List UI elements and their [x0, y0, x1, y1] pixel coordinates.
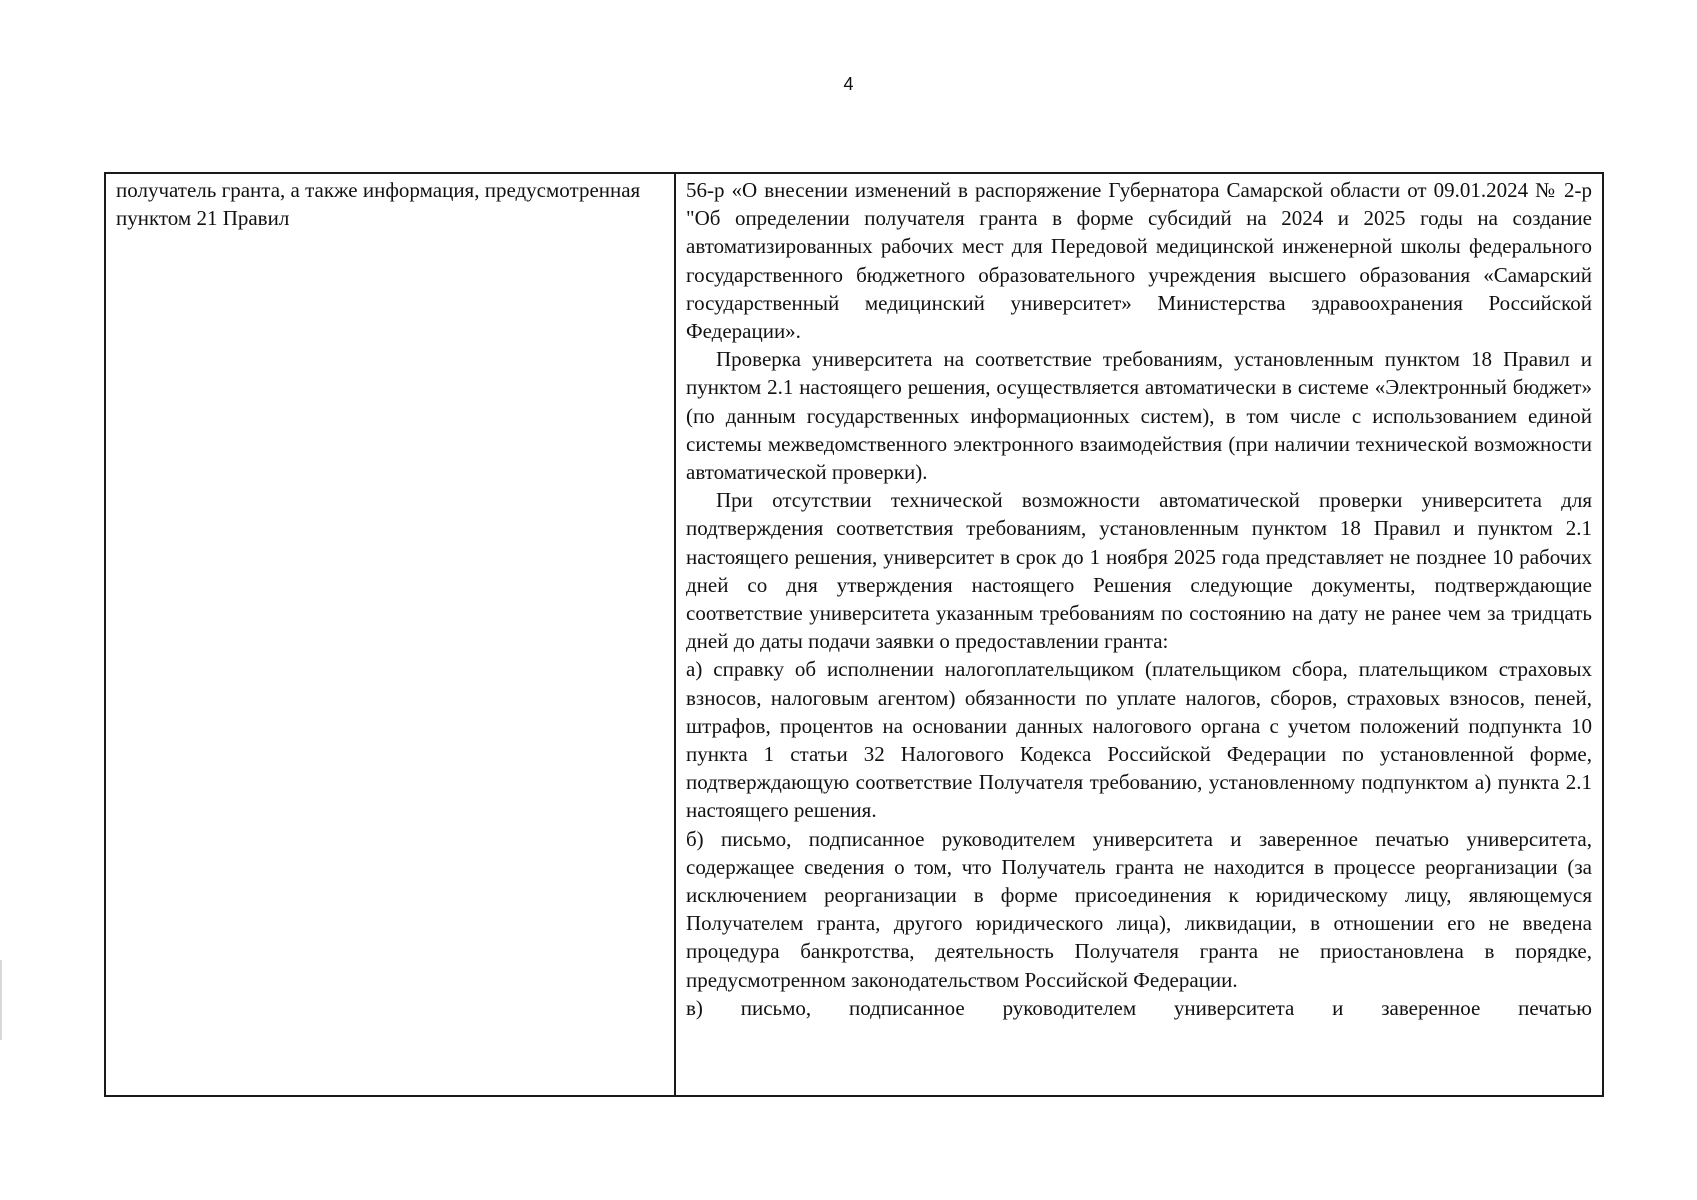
left-cell-text: получатель гранта, а также информация, предусмотренная пунктом 21 Правил [116, 178, 641, 230]
page-number: 4 [843, 74, 854, 94]
document-table [104, 172, 1604, 1097]
paragraph-item-v: в) письмо, подписанное руководителем университета и заверенное печатью [686, 995, 1592, 1020]
table-left-cell [106, 174, 676, 1095]
paragraph-decree-reference: 56-р «О внесении изменений в распоряжение Губернатора Самарской области от 09.01.2024 № 2-р "Об определении получателя гранта в форме субсидий на 2024 и 2025 годы на создание автоматизированных рабочих мест для Передовой медицинской инженерной школы федерального государственного бюджетного образовательного учреждения высшего образования «Самарский государственный медицинский университет» Министерства здравоохранения Российской Федерации». [686, 178, 1592, 344]
paragraph-item-b: б) письмо, подписанное руководителем университета и заверенное печатью университета, содержащее сведения о том, что Получатель гранта не находится в процессе реорганизации (за исключением реорганизации в форме присоединения к юридическому лицу, являющемуся Получателем гранта, другого юридического лица), ликвидации, в отношении его не введена процедура банкротства, деятельность Получателя гранта не приостановлена в порядке, предусмотренном законодательством Российской Федерации. [686, 826, 1592, 992]
paragraph-manual-check: При отсутствии технической возможности автоматической проверки университета для подтверждения соответствия требованиям, установленным пунктом 18 Правил и пунктом 2.1 настоящего решения, университет в срок до 1 ноября 2025 года представляет не позднее 10 рабочих дней со дня утверждения настоящего Решения следующие документы, подтверждающие соответствие университета указанным требованиям по состоянию на дату не ранее чем за тридцать дней до даты подачи заявки о предоставлении гранта: [686, 488, 1592, 654]
paragraph-item-a: а) справку об исполнении налогоплательщиком (плательщиком сбора, плательщиком страховых взносов, налоговым агентом) обязанности по уплате налогов, сборов, страховых взносов, пеней, штрафов, процентов на основании данных налогового органа с учетом положений подпункта 10 пункта 1 статьи 32 Налогового Кодекса Российской Федерации по установленной форме, подтверждающую соответствие Получателя требованию, установленному подпунктом а) пункта 2.1 настоящего решения. [686, 657, 1592, 823]
scan-edge-mark [0, 960, 2, 1040]
table-right-cell [676, 174, 1602, 1095]
paragraph-automatic-check: Проверка университета на соответствие требованиям, установленным пунктом 18 Правил и пунктом 2.1 настоящего решения, осуществляется автоматически в системе «Электронный бюджет» (по данным государственных информационных систем), в том числе с использованием единой системы межведомственного электронного взаимодействия (при наличии технической возможности автоматической проверки). [686, 347, 1592, 485]
